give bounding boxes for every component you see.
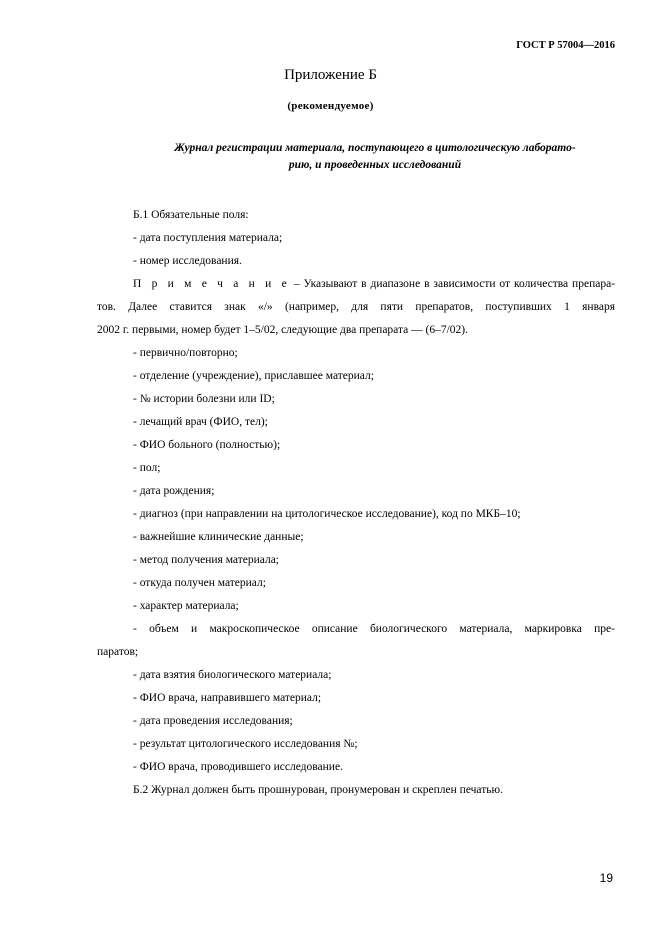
note-label: П р и м е ч а н и е (133, 278, 290, 290)
list-item: - дата поступления материала; (133, 232, 283, 244)
list-item: - № истории болезни или ID; (133, 393, 275, 405)
list-item: - ФИО врача, проводившего исследование. (133, 761, 343, 773)
note-text: – Указывают в диапазоне в зависимости от количества препара- (293, 278, 616, 290)
appendix-heading (135, 140, 615, 174)
appendix-subtitle: (рекомендуемое) (287, 100, 374, 112)
standard-number: ГОСТ Р 57004—2016 (516, 40, 615, 51)
list-item: - дата рождения; (133, 485, 215, 497)
list-item: - лечащий врач (ФИО, тел); (133, 416, 268, 428)
note-line-1 (133, 277, 615, 291)
page-number: 19 (599, 871, 613, 885)
list-item: - откуда получен материал; (133, 577, 266, 589)
list-item-macro-line-2: паратов; (97, 646, 139, 658)
list-item: - ФИО врача, направившего материал; (133, 692, 322, 704)
list-item-macro-line-1: - объем и макроскопическое описание биологического материала, маркировка пре- (133, 623, 615, 635)
list-item: - ФИО больного (полностью); (133, 439, 281, 451)
list-item: - дата проведения исследования; (133, 715, 293, 727)
list-item: - важнейшие клинические данные; (133, 531, 304, 543)
list-item: - диагноз (при направлении на цитологическое исследование), код по МКБ–10; (133, 508, 521, 520)
list-item: - пол; (133, 462, 161, 474)
heading-line-1: Журнал регистрации материала, поступающего в цитологическую лаборато- (174, 142, 576, 154)
list-item: - дата взятия биологического материала; (133, 669, 332, 681)
section-b1-title: Б.1 Обязательные поля: (133, 209, 249, 221)
list-item: - первично/повторно; (133, 347, 238, 359)
list-item: - метод получения материала; (133, 554, 279, 566)
appendix-title: Приложение Б (284, 67, 377, 83)
list-item: - результат цитологического исследования №; (133, 738, 358, 750)
section-b2: Б.2 Журнал должен быть прошнурован, пронумерован и скреплен печатью. (133, 784, 503, 796)
note-line-2: тов. Далее ставится знак «/» (например, для пяти препаратов, поступивших 1 января (97, 301, 615, 313)
heading-line-2: рию, и проведенных исследований (288, 159, 462, 171)
list-item: - отделение (учреждение), приславшее материал; (133, 370, 374, 382)
list-item: - характер материала; (133, 600, 239, 612)
list-item: - номер исследования. (133, 255, 242, 267)
note-line-3: 2002 г. первыми, номер будет 1–5/02, следующие два препарата — (6–7/02). (97, 324, 468, 336)
